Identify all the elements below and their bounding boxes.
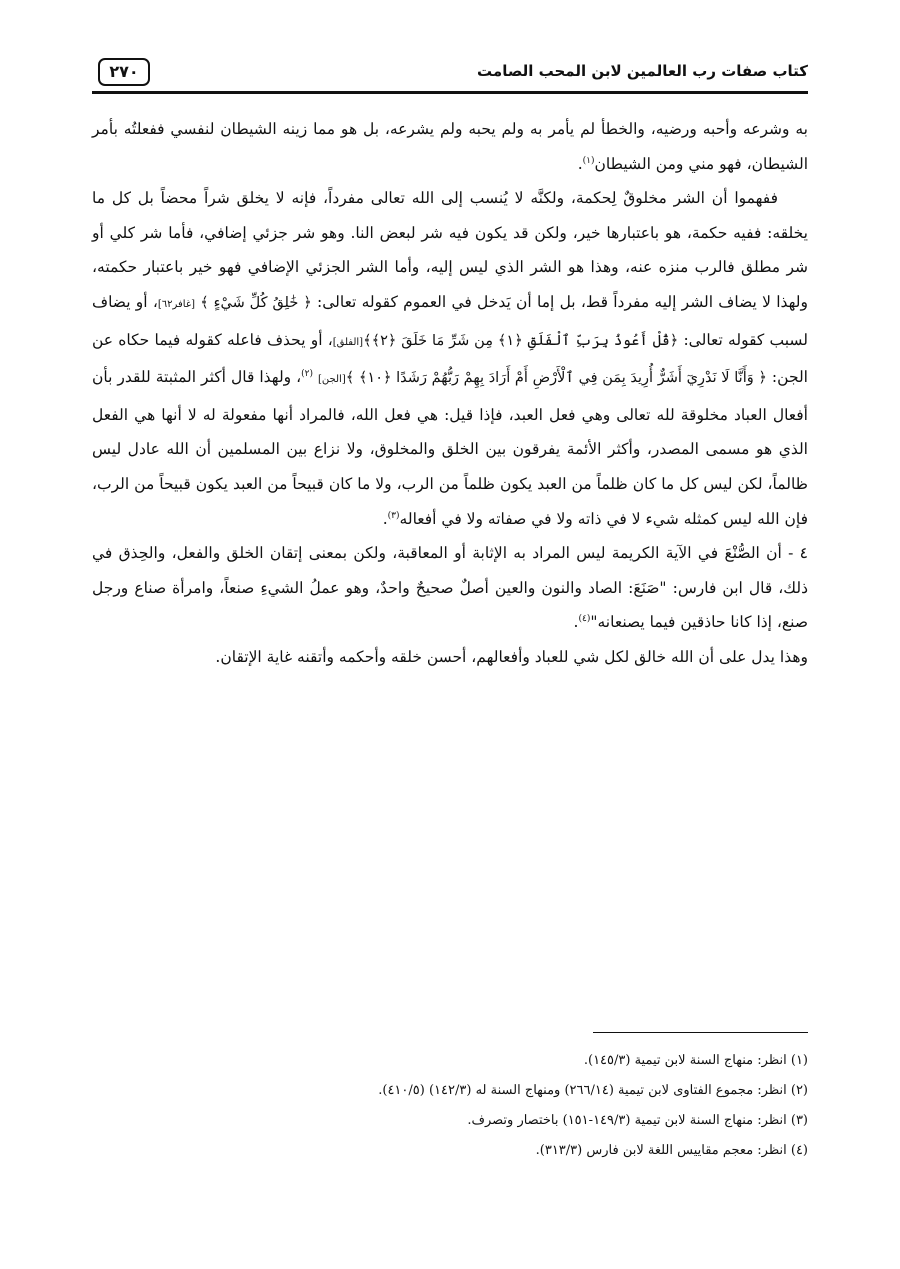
main-text [92,112,808,675]
paragraph-1 [92,112,808,181]
paragraph-text: ، أو يحذف فاعله كقوله فيما حكاه عن الجن: [92,330,808,387]
quran-verse: ﴿ خَٰلِقُ كُلِّ شَيْءٍ ﴾ [200,294,312,311]
paragraph-text: . [577,154,583,173]
footnotes [92,1046,808,1166]
footnote-3: (٣) انظر: منهاج السنة لابن تيمية (١٤٩/٣-١٥١) باختصار وتصرف. [467,1113,808,1128]
paragraph-text: ، أو يضاف لسبب كقوله تعالى: [92,292,808,349]
paragraph-text: ٤ - أن الصُّنْعَ في الآية الكريمة ليس المراد به الإثابة أو المعاقبة، ولكن بمعنى إتقان الخلق والفعل، والحِذق في ذلك، قال ابن فارس: "صَنَعَ: الصاد والنون والعين أصلٌ صحيحٌ واحدٌ، وهو عملُ الشيءِ صنعاً، وامرأة صناع ورجل صنع، إذا كانا حاذقين فيما يصنعانه" [92,544,808,632]
footnote-separator [593,1032,808,1033]
page-number: ٢٧٠ [98,58,150,86]
paragraph-text: . [382,509,388,528]
verse-reference: [الفلق] [332,336,364,348]
page-header [92,56,808,92]
footnote-ref-1: (١) [582,155,595,166]
paragraph-2 [92,181,808,536]
footnote-ref-3: (٣) [387,510,400,521]
footnote-1: (١) انظر: منهاج السنة لابن تيمية (١٤٥/٣). [583,1053,808,1068]
footnote-ref-4: (٤) [578,614,591,625]
paragraph-4: وهذا يدل على أن الله خالق لكل شي للعباد وأفعالهم، أحسن خلقه وأحكمه وأتقنه غاية الإتقان. [215,647,808,666]
paragraph-text: ففهموا أن الشر مخلوقٌ لِحكمة، ولكنَّه لا يُنسب إلى الله تعالى مفرداً، فإنه لا يخلق شراً محضاً بل كل ما يخلقه: ففيه حكمة، هو باعتبارها خير، ولكن قد يكون فيه شر لبعض النا. وهو شر جزئي إضافي، فأما شر كلي أو شر مطلق فالرب منزه عنه، وهذا هو الشر الذي ليس إليه، وأما الشر الجزئي الإضافي فهو خير باعتبار حكمته، ولهذا لا يضاف الشر إليه مفرداً قط، بل إما أن يَدخل في العموم كقوله تعالى: [92,189,808,311]
header-rule [92,91,808,94]
quran-verse: ﴿ وَأَنَّا لَا نَدْرِيٓ أَشَرٌّ أُرِيدَ بِمَن فِي ٱلْأَرْضِ أَمْ أَرَادَ بِهِمْ رَبُّهُمْ رَشَدًا ﴿١٠﴾ ﴾ [345,370,767,387]
verse-reference: [غافر٦٢] [157,298,195,310]
paragraph-text: ، ولهذا قال أكثر المثبتة للقدر بأن أفعال العباد مخلوقة لله تعالى وهي فعل العبد، فإذا قيل: هي فعل الله، فالمراد أنها مفعولة له لا أنها هي الفعل الذي هو مسمى المصدر، وأكثر الأئمة يفرقون بين الخلق والمخلوق، ولا نزاع بين المسلمين أن الله عادل ليس ظالماً، لكن ليس كل ما كان ظلماً من العبد يكون ظلماً من الرب، ولا ما كان قبيحاً من العبد يكون قبيحاً من الرب، فإن الله ليس كمثله شيء لا في ذاته ولا في صفاته ولا في أفعاله [92,368,808,528]
paragraph-text: به وشرعه وأحبه ورضيه، والخطأ لم يأمر به ولم يحبه ولم يشرعه، بل هو مما زينه الشيطان لنفسي ففعلتُه بأمر الشيطان، فهو مني ومن الشيطان [92,120,808,173]
footnote-ref-2: (٢) [301,369,314,379]
footnote-2: (٢) انظر: مجموع الفتاوى لابن تيمية (٢٦٦/١٤) ومنهاج السنة له (١٤٢/٣) (٤١٠/٥). [378,1083,808,1098]
quran-verse: ﴿قُلْ أَعُوذُ بِرَبِّ ٱلْفَلَقِ ﴿١﴾ مِن شَرِّ مَا خَلَقَ ﴿٢﴾﴾ [363,332,679,349]
book-title: كتاب صفات رب العالمين لابن المحب الصامت [477,62,808,80]
paragraph-text: . [573,613,579,632]
paragraph-3 [92,536,808,640]
verse-reference: [الجن] [318,374,346,386]
footnote-4: (٤) انظر: معجم مقاييس اللغة لابن فارس (٣١٣/٣). [535,1143,808,1158]
